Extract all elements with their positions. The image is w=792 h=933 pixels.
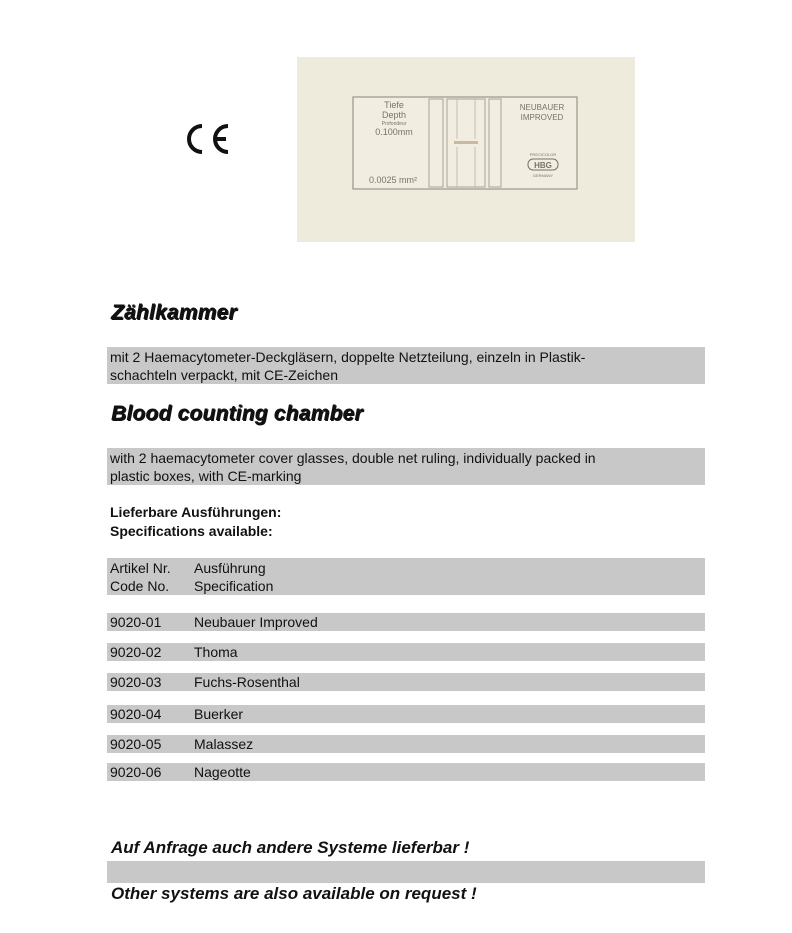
product-photo [297,57,635,242]
photo-depth-de: Tiefe [384,100,404,110]
row-spec: Fuchs-Rosenthal [194,674,300,690]
row-code: 9020-03 [110,674,162,690]
footer-en: Other systems are also available on request ! [111,884,477,903]
header-spec-en: Specification [194,578,274,594]
description-de-line1: mit 2 Haemacytometer-Deckgläsern, doppelte Netzteilung, einzeln in Plastik- [110,349,586,365]
ce-mark-logo [180,117,240,161]
footer-de: Auf Anfrage auch andere Systeme lieferbar ! [111,838,470,857]
table-row [107,613,705,631]
table-row [107,673,705,691]
photo-type-line1: NEUBAUER [519,103,565,112]
photo-area-value: 0.0025 mm² [368,175,418,185]
header-code-en: Code No. [110,578,170,594]
row-spec: Neubauer Improved [194,614,318,630]
table-row [107,763,705,781]
photo-maker-bottom: GERMANY [532,173,554,178]
row-spec: Malassez [194,736,254,752]
description-en-line2: plastic boxes, with CE-marking [110,468,302,484]
row-spec: Nageotte [194,764,251,780]
description-de-line2: schachteln verpackt, mit CE-Zeichen [110,367,338,383]
row-code: 9020-06 [110,764,162,780]
row-code: 9020-05 [110,736,162,752]
table-row [107,735,705,753]
title-en: Blood counting chamber [111,402,363,425]
row-spec: Buerker [194,706,244,722]
description-en [107,448,705,485]
row-code: 9020-02 [110,644,162,660]
photo-maker-top: PRECICOLOR [529,152,557,157]
header-code-de: Artikel Nr. [110,560,171,576]
row-code: 9020-04 [110,706,162,722]
available-en: Specifications available: [110,523,273,539]
photo-depth-fr: Profondeur [381,121,407,127]
photo-depth-en: Depth [381,110,407,120]
available-de: Lieferbare Ausführungen: [110,504,282,520]
photo-type-line2: IMPROVED [520,113,564,122]
table-header [107,558,705,595]
footer-divider-bar [107,861,705,883]
photo-maker-logo: HBG [534,161,552,170]
table-row [107,705,705,723]
title-de: Zählkammer [111,301,237,324]
table-row [107,643,705,661]
description-en-line1: with 2 haemacytometer cover glasses, double net ruling, individually packed in [110,450,596,466]
header-spec-de: Ausführung [194,560,266,576]
photo-depth-value: 0.100mm [375,127,413,137]
row-code: 9020-01 [110,614,162,630]
description-de [107,347,705,384]
row-spec: Thoma [194,644,238,660]
